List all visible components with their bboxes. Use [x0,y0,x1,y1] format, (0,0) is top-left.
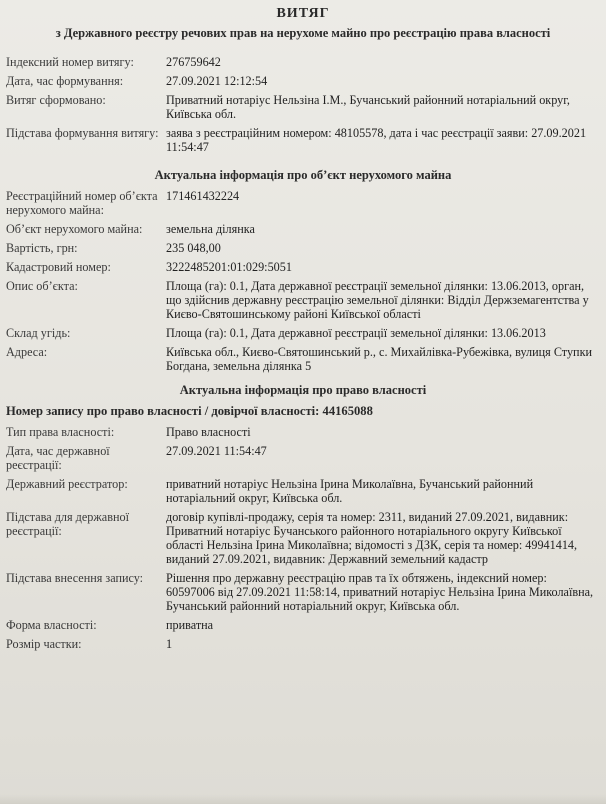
ownership-row [6,425,600,439]
row-label: Підстава формування витягу: [6,126,159,140]
row-label: Індексний номер витягу: [6,55,134,69]
row-value: договір купівлі-продажу, серія та номер: 2311, виданий 27.09.2021, видавник: Приватний нотаріус Бучанського районного нотаріального округу Київської області Нельзіна Ірина Миколаївна; відомості з ДЗК, серія та номер: 49941414, виданий 27.09.2021, видавник: Державний земельний кадастр [166,510,578,566]
row-label: Опис об’єкта: [6,279,78,293]
object-row [6,279,600,321]
row-value: 235 048,00 [166,241,221,255]
row-label: Об’єкт нерухомого майна: [6,222,143,236]
object-row [6,260,600,274]
row-label: Склад угідь: [6,326,71,340]
row-value: Площа (га): 0.1, Дата державної реєстрації земельної ділянки: 13.06.2013 [166,326,546,340]
intro-row [6,93,600,121]
row-label: Державний реєстратор: [6,477,128,491]
row-label: Витяг сформовано: [6,93,106,107]
row-label: Кадастровий номер: [6,260,111,274]
row-label: Розмір частки: [6,637,82,651]
row-label: Тип права власності: [6,425,115,439]
ownership-row [6,510,600,566]
row-label: Форма власності: [6,618,97,632]
row-value: Площа (га): 0.1, Дата державної реєстрації земельної ділянки: 13.06.2013, орган, що здійснив державну реєстрацію земельної ділянки: Відділ Держземагентства у Києво-Святошинському районі Київської області [166,279,589,321]
object-rows [0,189,606,373]
row-label: Реєстраційний номер об’єкта нерухомого майна: [6,189,158,217]
intro-row [6,126,600,154]
ownership-rows [0,425,606,651]
row-label: Дата, час державної реєстрації: [6,444,110,472]
row-value: 3222485201:01:029:5051 [166,260,292,274]
row-value: 276759642 [166,55,221,69]
row-value: земельна ділянка [166,222,255,236]
row-value: приватна [166,618,214,632]
intro-row [6,74,600,88]
document-subtitle: з Державного реєстру речових прав на нерухоме майно про реєстрацію права власності [55,26,551,40]
bottom-fade [0,794,606,804]
row-value: 171461432224 [166,189,240,203]
row-value: Право власності [166,425,251,439]
object-row [6,222,600,236]
intro-row [6,55,600,69]
record-heading: Номер запису про право власності / довірчої власності: 44165088 [6,404,373,418]
intro-rows [0,55,606,154]
object-row [6,345,600,373]
row-value: Рішення про державну реєстрацію прав та їх обтяжень, індексний номер: 60597006 від 27.09.2021 11:58:14, приватний нотаріус Нельзіна Ірина Миколаївна, Бучанський районний нотаріальний округ, Київська обл. [166,571,594,613]
object-section-title: Актуальна інформація про об’єкт нерухомого майна [154,168,452,182]
document-title: ВИТЯГ [276,6,330,21]
ownership-row [6,637,600,651]
ownership-row [6,444,600,472]
row-value: Приватний нотаріус Нельзіна І.М., Бучанський районний нотаріальний округ, Київська обл. [166,93,570,121]
ownership-section-title: Актуальна інформація про право власності [179,383,427,397]
ownership-row [6,571,600,613]
row-label: Підстава внесення запису: [6,571,144,585]
row-value: заява з реєстраційним номером: 48105578, дата і час реєстрації заяви: 27.09.2021 11:54:47 [166,126,587,154]
object-row [6,241,600,255]
ownership-row [6,477,600,505]
row-value: 27.09.2021 11:54:47 [166,444,267,458]
row-value: 1 [166,637,173,651]
object-row [6,189,600,217]
ownership-row [6,618,600,632]
row-value: приватний нотаріус Нельзіна Ірина Миколаївна, Бучанський районний нотаріальний округ, Київська обл. [166,477,534,505]
row-label: Вартість, грн: [6,241,78,255]
object-row [6,326,600,340]
row-value: 27.09.2021 12:12:54 [166,74,268,88]
row-label: Дата, час формування: [6,74,124,88]
row-value: Київська обл., Києво-Святошинський р., с. Михайлівка-Рубежівка, вулиця Ступки Богдана, земельна ділянка 5 [166,345,593,373]
row-label: Адреса: [6,345,48,359]
row-label: Підстава для державної реєстрації: [6,510,129,538]
